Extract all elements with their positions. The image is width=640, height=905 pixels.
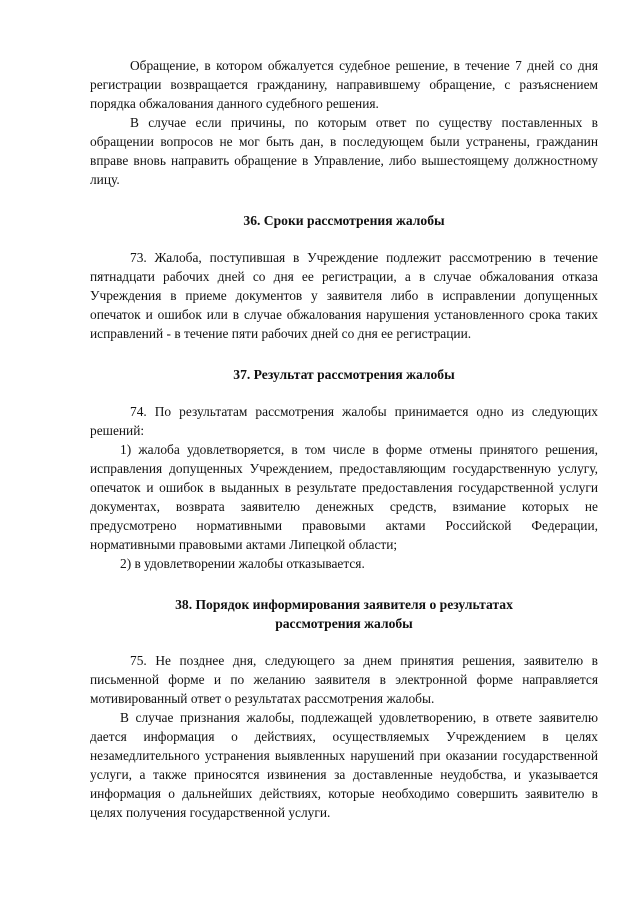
section-37-heading: 37. Результат рассмотрения жалобы: [233, 367, 455, 382]
list-item-1: 1) жалоба удовлетворяется, в том числе в форме отмены принятого решения, исправления допущенных Учреждением, предоставляющим государственную услугу, опечаток и ошибок в выданных в результате предоставления государственной услуги документах, возврата заявителю денежных средств, взимание которых не предусмотрено нормативными правовыми актами Российской Федерации, нормативными правовыми актами Липецкой области;: [90, 442, 598, 552]
section-38-heading-line-1: 38. Порядок информирования заявителя о результатах: [175, 597, 513, 612]
paragraph-74: 74. По результатам рассмотрения жалобы принимается одно из следующих решений:: [90, 404, 598, 438]
paragraph-75: 75. Не позднее дня, следующего за днем принятия решения, заявителю в письменной форме и по желанию заявителя в электронной форме направляется мотивированный ответ о результатах рассмотрения жалобы.: [90, 653, 598, 706]
list-item-2: 2) в удовлетворении жалобы отказывается.: [120, 556, 365, 571]
intro-paragraph-court-decision: Обращение, в котором обжалуется судебное решение, в течение 7 дней со дня регистрации возвращается гражданину, направившему обращение, с разъяснением порядка обжалования данного судебного решения.: [90, 58, 598, 111]
document-page: [90, 56, 598, 822]
section-38-heading-line-2: рассмотрения жалобы: [275, 616, 413, 631]
paragraph-73: 73. Жалоба, поступившая в Учреждение подлежит рассмотрению в течение пятнадцати рабочих дней со дня ее регистрации, а в случае обжалования отказа Учреждения в приеме документов у заявителя либо в исправлении допущенных опечаток и ошибок или в случае обжалования нарушения установленного срока таких исправлений - в течение пяти рабочих дней со дня ее регистрации.: [90, 250, 598, 341]
intro-paragraph-repeat-appeal: В случае если причины, по которым ответ по существу поставленных в обращении вопросов не мог быть дан, в последующем были устранены, гражданин вправе вновь направить обращение в Управление, либо вышестоящему должностному лицу.: [90, 115, 598, 187]
paragraph-75-continued: В случае признания жалобы, подлежащей удовлетворению, в ответе заявителю дается информация о действиях, осуществляемых Учреждением в целях незамедлительного устранения выявленных нарушений при оказании государственной услуги, а также приносятся извинения за доставленные неудобства, и указывается информация о дальнейших действиях, которые необходимо совершить заявителю в целях получения государственной услуги.: [90, 710, 598, 820]
section-36-heading: 36. Сроки рассмотрения жалобы: [243, 213, 445, 228]
